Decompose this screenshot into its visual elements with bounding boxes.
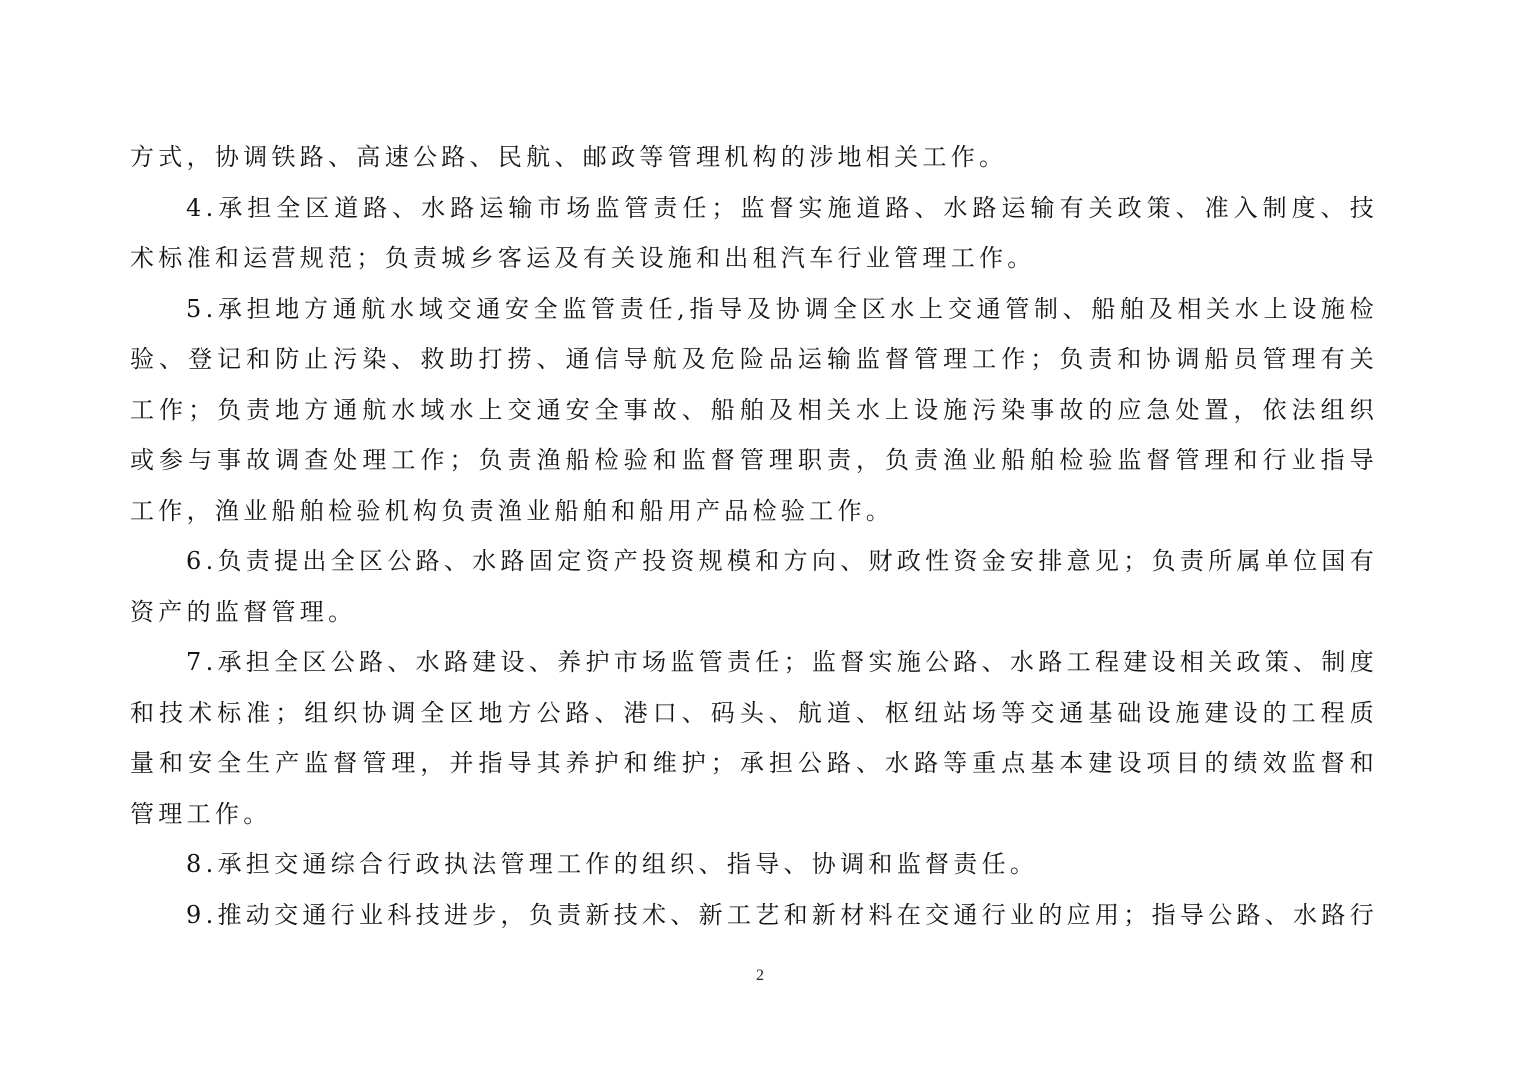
paragraph-item-5 [130,284,1378,537]
text-line: 5.承担地方通航水域交通安全监管责任,指导及协调全区水上交通管制、船舶及相关水上设施检 [186,294,1378,323]
paragraph-continuation [130,132,1378,183]
text-line: 管理工作。 [130,799,272,828]
paragraph-item-7 [130,637,1378,839]
text-line: 7.承担全区公路、水路建设、养护市场监管责任；监督实施公路、水路工程建设相关政策、制度 [186,648,1378,676]
text-line: 量和安全生产监督管理，并指导其养护和维护；承担公路、水路等重点基本建设项目的绩效监督和 [130,749,1378,777]
text-line: 8.承担交通综合行政执法管理工作的组织、指导、协调和监督责任。 [186,850,1039,878]
text-line: 或参与事故调查处理工作；负责渔船检验和监督管理职责，负责渔业船舶检验监督管理和行业指导 [130,446,1378,474]
text-line: 工作；负责地方通航水域水上交通安全事故、船舶及相关水上设施污染事故的应急处置，依法组织 [130,395,1378,424]
paragraph-item-8 [130,839,1378,890]
text-line: 术标准和运营规范；负责城乡客运及有关设施和出租汽车行业管理工作。 [130,244,1036,272]
text-line: 验、登记和防止污染、救助打捞、通信导航及危险品运输监督管理工作；负责和协调船员管理有关 [130,345,1378,373]
text-line: 方式，协调铁路、高速公路、民航、邮政等管理机构的涉地相关工作。 [130,143,1008,171]
text-line: 工作，渔业船舶检验机构负责渔业船舶和船用产品检验工作。 [130,496,895,525]
paragraph-item-6 [130,536,1378,637]
paragraph-item-9 [130,890,1378,941]
text-line: 9.推动交通行业科技进步，负责新技术、新工艺和新材料在交通行业的应用；指导公路、水路行 [186,900,1378,929]
text-line: 和技术标准；组织协调全区地方公路、港口、码头、航道、枢纽站场等交通基础设施建设的工程质 [130,698,1378,727]
body-text [130,132,1378,940]
page-number: 2 [756,967,764,984]
paragraph-item-4 [130,183,1378,284]
text-line: 资产的监督管理。 [130,597,357,626]
text-line: 4.承担全区道路、水路运输市场监管责任；监督实施道路、水路运输有关政策、准入制度、技 [186,193,1378,222]
text-line: 6.负责提出全区公路、水路固定资产投资规模和方向、财政性资金安排意见；负责所属单位国有 [186,547,1378,575]
